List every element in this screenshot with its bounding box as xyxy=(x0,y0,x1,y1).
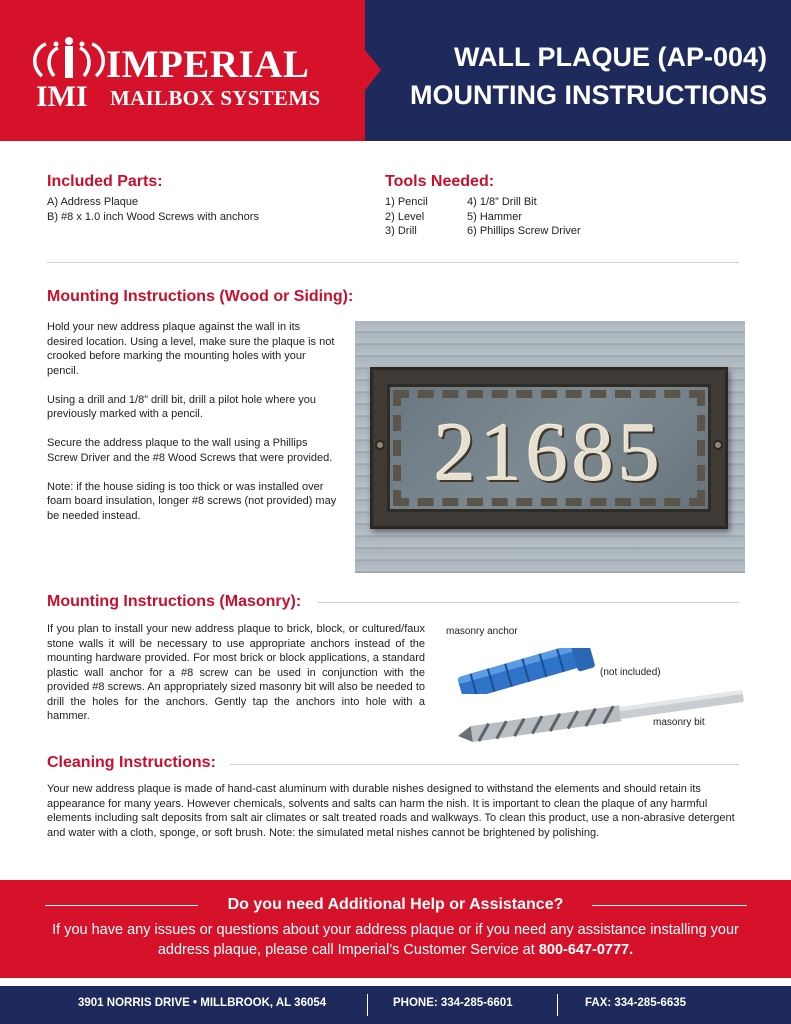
logo-subtitle: MAILBOX SYSTEMS xyxy=(110,86,321,110)
masonry-heading: Mounting Instructions (Masonry): xyxy=(47,593,302,610)
instruction-paragraph: Hold your new address plaque against the wall in its desired location. Using a level, make sure the plaque is not crooked before marking the mounting holes with your pencil. xyxy=(47,321,335,377)
help-title-rule-right xyxy=(592,905,747,906)
list-item: A) Address Plaque xyxy=(47,196,139,208)
crown-icon xyxy=(32,36,106,80)
help-message xyxy=(40,920,751,960)
list-item: 5) Hammer xyxy=(467,210,523,223)
tools-needed-heading: Tools Needed: xyxy=(385,173,495,190)
plaque-house-number: 21685 xyxy=(434,406,664,499)
plaque-photo xyxy=(355,321,745,573)
footer-separator xyxy=(367,994,368,1016)
screw-icon xyxy=(713,440,723,450)
logo-monogram: IMI xyxy=(36,80,88,113)
included-parts-heading: Included Parts: xyxy=(47,173,163,190)
masonry-anchor-label: masonry anchor xyxy=(446,626,518,637)
tools-column-1 xyxy=(385,195,428,239)
screw-icon xyxy=(375,440,385,450)
help-banner xyxy=(0,880,791,978)
title-line-1: WALL PLAQUE (AP-004) xyxy=(453,42,767,72)
company-logo xyxy=(30,36,330,112)
footer-fax: FAX: 334-285-6635 xyxy=(585,997,687,1009)
footer-address: 3901 NORRIS DRIVE • MILLBROOK, AL 36054 xyxy=(78,997,327,1009)
title-line-2: MOUNTING INSTRUCTIONS xyxy=(410,80,767,110)
cleaning-instructions: Your new address plaque is made of hand-cast aluminum with durable nishes designed to withstand the elements and should retain its appearance for many years. However chemicals, solvents and salts can harm the nish. It is important to clean the plaque of any harmful elements including salt deposits from salt air climates or salt treated roads and walkways. To clean this product, use a non-abrasive detergent and water with a cloth, sponge, or soft brush. Note: the simulated metal nishes cannot be brightened by polishing. xyxy=(47,783,735,839)
footer-separator xyxy=(557,994,558,1016)
instruction-paragraph: Using a drill and 1/8” drill bit, drill a pilot hole where you previously marked with a pencil. xyxy=(47,393,317,420)
plaque-frame xyxy=(370,367,728,529)
list-item: 2) Level xyxy=(385,210,425,223)
list-item: 1) Pencil xyxy=(385,196,428,208)
footer-phone[interactable]: PHONE: 334-285-6601 xyxy=(393,997,513,1009)
heading-rule xyxy=(230,764,739,765)
logo-wordmark: IMPERIAL xyxy=(106,43,310,86)
help-body-text: If you have any issues or questions about your address plaque or if you need any assistance installing your address plaque, please call Imperial’s Customer Service at xyxy=(52,922,739,958)
section-divider xyxy=(47,262,739,263)
header-arrow-shape xyxy=(365,50,381,90)
plaque-face xyxy=(387,384,711,512)
list-item: 3) Drill xyxy=(385,225,417,237)
not-included-label: (not included) xyxy=(600,667,661,678)
heading-rule xyxy=(318,602,739,603)
list-item: B) #8 x 1.0 inch Wood Screws with anchors xyxy=(47,210,259,223)
instruction-paragraph: Note: if the house siding is too thick or was installed over foam board insulation, longer #8 screws (not provided) may be needed instead. xyxy=(47,480,337,522)
instruction-paragraph: Secure the address plaque to the wall using a Phillips Screw Driver and the #8 Wood Screws that were provided. xyxy=(47,437,333,464)
masonry-bit-image xyxy=(450,682,750,742)
included-parts-list xyxy=(47,195,347,224)
list-item: 4) 1/8” Drill Bit xyxy=(467,196,537,208)
masonry-instructions: If you plan to install your new address plaque to brick, block, or cultured/faux stone walls it will be necessary to use appropriate anchors instead of the mounting hardware provided. For most brick or block applications, a standard plastic wall anchor for a #8 screw can be used in conjunction with the provided #8 screws. An appropriately sized masonry bit will also be needed to drill the holes for the anchors. Gently tap the anchors into hole with a hammer. xyxy=(47,623,425,722)
cleaning-heading: Cleaning Instructions: xyxy=(47,754,216,771)
list-item: 6) Phillips Screw Driver xyxy=(467,225,581,237)
help-phone-number[interactable]: 800-647-0777. xyxy=(538,942,634,958)
wood-siding-instructions xyxy=(47,320,339,523)
masonry-bit-label: masonry bit xyxy=(653,717,705,728)
footer-gap xyxy=(0,978,791,986)
document-title xyxy=(410,38,767,114)
wood-siding-heading: Mounting Instructions (Wood or Siding): xyxy=(47,288,354,305)
tools-column-2 xyxy=(467,195,581,239)
footer xyxy=(0,986,791,1024)
header xyxy=(0,0,791,141)
help-title: Do you need Additional Help or Assistance? xyxy=(227,896,564,913)
